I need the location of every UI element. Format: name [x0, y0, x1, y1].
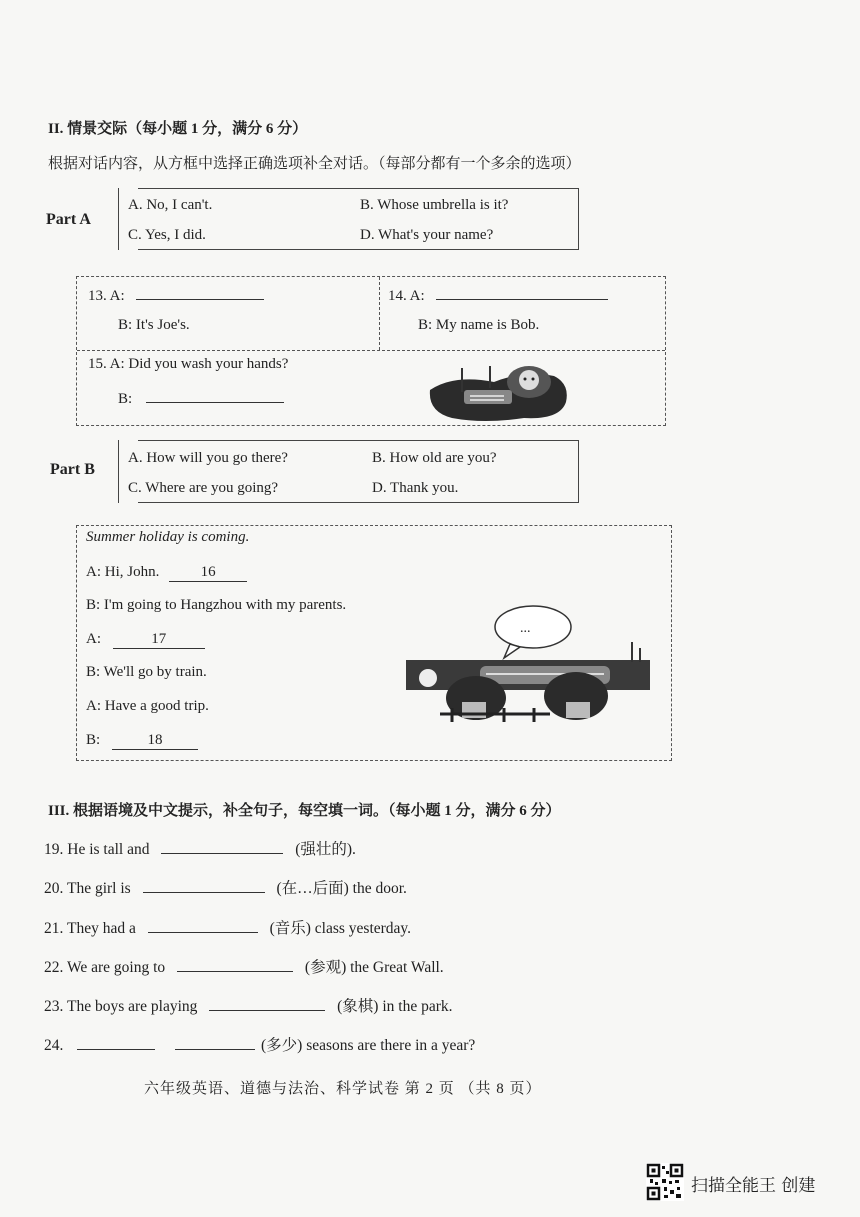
q23-prefix: 23. The boys are playing — [44, 998, 198, 1015]
part-a-option-c: C. Yes, I did. — [128, 227, 206, 243]
q18-blank[interactable]: 18 — [112, 732, 198, 750]
q13-prompt: 13. A: — [88, 288, 125, 304]
q18-line — [86, 732, 198, 750]
part-b-option-b: B. How old are you? — [372, 450, 497, 466]
train-trip-illustration — [400, 602, 658, 728]
q20-blank[interactable] — [143, 878, 265, 893]
q14-line-a — [388, 285, 608, 305]
q17-blank[interactable]: 17 — [113, 631, 205, 649]
q13-blank[interactable] — [136, 285, 264, 300]
q19-blank[interactable] — [161, 839, 283, 854]
q19-suffix: (强壮的). — [295, 841, 356, 858]
q13-line-a — [88, 285, 264, 305]
q17-prompt: A: — [86, 631, 101, 647]
q24-blank-2[interactable] — [175, 1035, 255, 1050]
part-a-label: Part A — [46, 211, 91, 228]
speech-bubble-text: ... — [520, 621, 531, 636]
part-b-option-d: D. Thank you. — [372, 480, 459, 496]
q14-blank[interactable] — [436, 285, 608, 300]
part-a-option-b: B. Whose umbrella is it? — [360, 197, 509, 213]
page-footer: 六年级英语、道德与法治、科学试卷 第 2 页 （共 8 页） — [144, 1081, 542, 1097]
part-b-option-a: A. How will you go there? — [128, 450, 288, 466]
q15-prompt: B: — [118, 391, 133, 407]
q20 — [44, 876, 407, 898]
q16-blank[interactable]: 16 — [169, 564, 247, 582]
q21-blank[interactable] — [148, 918, 258, 933]
part-a-options-box — [118, 188, 579, 250]
section-3-title: III. 根据语境及中文提示，补全句子，每空填一词。（每小题 1 分，满分 6 分） — [48, 803, 561, 819]
q14-prompt: 14. A: — [388, 288, 425, 304]
q23 — [44, 994, 453, 1016]
q15-blank[interactable] — [146, 388, 284, 403]
q15-line-a: 15. A: Did you wash your hands? — [88, 356, 289, 372]
q23-suffix: (象棋) in the park. — [337, 998, 453, 1015]
q20-suffix: (在…后面) the door. — [276, 880, 407, 897]
q21-prefix: 21. They had a — [44, 920, 136, 937]
q19-prefix: 19. He is tall and — [44, 841, 150, 858]
q21 — [44, 916, 411, 938]
q22-suffix: (参观) the Great Wall. — [304, 959, 444, 976]
divider — [77, 350, 665, 351]
dialogue-line-b2: B: We'll go by train. — [86, 664, 207, 680]
part-b-label: Part B — [50, 461, 95, 478]
section-2-title: II. 情景交际（每小题 1 分，满分 6 分） — [48, 121, 308, 137]
q24 — [44, 1033, 475, 1055]
q24-blank-1[interactable] — [77, 1035, 155, 1050]
qr-code-icon — [646, 1163, 684, 1201]
divider — [379, 277, 380, 350]
part-a-option-d: D. What's your name? — [360, 227, 494, 243]
q15-line-b — [118, 388, 284, 408]
part-a-option-a: A. No, I can't. — [128, 197, 213, 213]
q19 — [44, 837, 356, 859]
q24-suffix: (多少) seasons are there in a year? — [261, 1037, 476, 1054]
q17-line — [86, 631, 205, 649]
q18-prompt: B: — [86, 732, 101, 748]
q24-prefix: 24. — [44, 1037, 64, 1054]
q14-line-b: B: My name is Bob. — [418, 317, 540, 333]
q22 — [44, 955, 444, 977]
section-2-instruction: 根据对话内容，从方框中选择正确选项补全对话。（每部分都有一个多余的选项） — [48, 156, 581, 172]
scanner-watermark: 扫描全能王 创建 — [691, 1176, 816, 1196]
part-b-option-c: C. Where are you going? — [128, 480, 279, 496]
part-b-intro: Summer holiday is coming. — [86, 529, 250, 545]
part-b-options-box — [118, 440, 579, 503]
q23-blank[interactable] — [209, 996, 325, 1011]
dialogue-line-a3: A: Have a good trip. — [86, 698, 209, 714]
q22-blank[interactable] — [177, 957, 293, 972]
q16-line — [86, 564, 247, 582]
q20-prefix: 20. The girl is — [44, 880, 131, 897]
q21-suffix: (音乐) class yesterday. — [269, 920, 412, 937]
handwashing-illustration — [424, 362, 572, 424]
q22-prefix: 22. We are going to — [44, 959, 166, 976]
q16-prompt: A: Hi, John. — [86, 564, 160, 580]
q13-line-b: B: It's Joe's. — [118, 317, 190, 333]
dialogue-line-b1: B: I'm going to Hangzhou with my parents. — [86, 597, 347, 613]
